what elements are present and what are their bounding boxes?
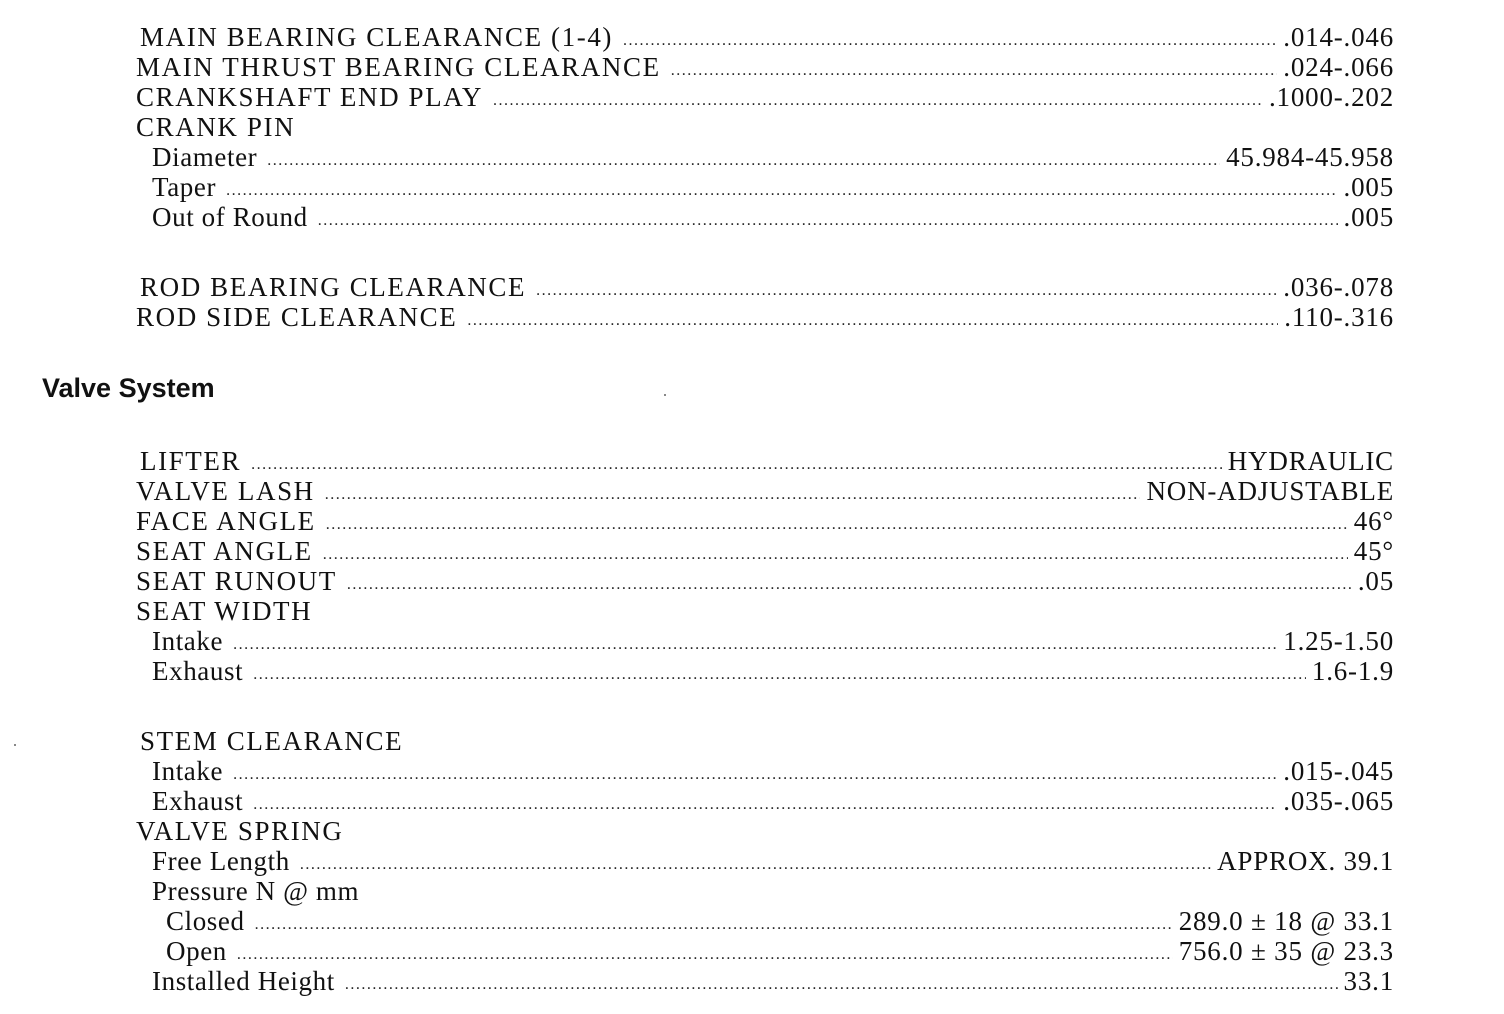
spec-row-seat-width-intake	[152, 626, 1394, 656]
spec-row-lifter	[140, 446, 1394, 476]
spec-label: CRANKSHAFT END PLAY	[136, 82, 483, 112]
spec-value: .035-.065	[1283, 786, 1394, 816]
spec-row-stem-clearance-exhaust	[152, 786, 1394, 816]
dot-leader	[345, 970, 1338, 1000]
spec-value: .014-.046	[1283, 22, 1394, 52]
scan-speck	[664, 394, 666, 396]
spec-group-label: CRANK PIN	[136, 112, 296, 142]
spec-row-seat-width-exhaust	[152, 656, 1394, 686]
spec-value: 289.0 ± 18 @ 33.1	[1178, 906, 1394, 936]
spec-row-crank-pin-taper	[152, 172, 1394, 202]
spec-group-stem-clearance	[140, 726, 1394, 756]
spec-label: LIFTER	[140, 446, 242, 476]
spec-value: 46°	[1353, 506, 1394, 536]
spec-row-valve-spring-free-length	[152, 846, 1394, 876]
spec-value: .1000-.202	[1269, 82, 1394, 112]
spec-label: Intake	[152, 756, 224, 786]
spec-value: 45.984-45.958	[1226, 142, 1394, 172]
spec-group-valve-spring	[136, 816, 1394, 846]
spec-row-stem-clearance-intake	[152, 756, 1394, 786]
spec-group-label: VALVE SPRING	[136, 816, 344, 846]
spec-group-label: Pressure N @ mm	[152, 876, 360, 906]
spec-row-pressure-open	[166, 936, 1394, 966]
spec-label: Out of Round	[152, 202, 308, 232]
spec-label: Open	[166, 936, 227, 966]
spec-row-crankshaft-end-play	[136, 82, 1394, 112]
spec-row-pressure-closed	[166, 906, 1394, 936]
spec-label: VALVE LASH	[136, 476, 315, 506]
spec-label: MAIN THRUST BEARING CLEARANCE	[136, 52, 661, 82]
spec-row-rod-side-clearance	[136, 302, 1394, 332]
spec-label: Taper	[152, 172, 217, 202]
spec-value: .110-.316	[1284, 302, 1394, 332]
spec-row-valve-lash	[136, 476, 1394, 506]
spec-value: 33.1	[1343, 966, 1394, 996]
spec-group-crank-pin	[136, 112, 1394, 142]
spec-value: 756.0 ± 35 @ 23.3	[1178, 936, 1394, 966]
spec-label: MAIN BEARING CLEARANCE (1-4)	[140, 22, 614, 52]
spec-value: .005	[1343, 172, 1394, 202]
spec-label: FACE ANGLE	[136, 506, 316, 536]
spec-value: 1.6-1.9	[1311, 656, 1394, 686]
spec-value: 45°	[1353, 536, 1394, 566]
spec-value: .005	[1343, 202, 1394, 232]
spec-value: .024-.066	[1283, 52, 1394, 82]
spec-label: Exhaust	[152, 786, 244, 816]
spec-group-seat-width	[136, 596, 1394, 626]
spec-label: ROD BEARING CLEARANCE	[140, 272, 527, 302]
spec-label: Free Length	[152, 846, 290, 876]
spec-label: SEAT RUNOUT	[136, 566, 337, 596]
spec-value: .015-.045	[1283, 756, 1394, 786]
spec-label: Installed Height	[152, 966, 335, 996]
spec-group-label: STEM CLEARANCE	[140, 726, 404, 756]
spec-row-seat-runout	[136, 566, 1394, 596]
spec-label: Exhaust	[152, 656, 244, 686]
spec-value: HYDRAULIC	[1227, 446, 1394, 476]
spec-label: Closed	[166, 906, 245, 936]
spec-row-crank-pin-out-of-round	[152, 202, 1394, 232]
spec-group-pressure	[152, 876, 1394, 906]
spec-row-face-angle	[136, 506, 1394, 536]
spec-label: Intake	[152, 626, 224, 656]
spec-row-rod-bearing-clearance	[140, 272, 1394, 302]
spec-label: ROD SIDE CLEARANCE	[136, 302, 458, 332]
dot-leader	[467, 306, 1278, 336]
spec-row-main-thrust-bearing-clearance	[136, 52, 1394, 82]
spec-value: .05	[1357, 566, 1394, 596]
spec-row-seat-angle	[136, 536, 1394, 566]
spec-label: SEAT ANGLE	[136, 536, 313, 566]
spec-value: .036-.078	[1283, 272, 1394, 302]
section-heading-valve-system: Valve System	[42, 373, 215, 403]
spec-label: Diameter	[152, 142, 258, 172]
dot-leader	[253, 660, 1306, 690]
spec-row-main-bearing-clearance	[140, 22, 1394, 52]
dot-leader	[318, 206, 1338, 236]
spec-row-installed-height	[152, 966, 1394, 996]
spec-value: NON-ADJUSTABLE	[1146, 476, 1394, 506]
scan-speck	[14, 744, 16, 746]
spec-value: 1.25-1.50	[1283, 626, 1394, 656]
spec-value: APPROX. 39.1	[1217, 846, 1394, 876]
spec-row-crank-pin-diameter	[152, 142, 1394, 172]
spec-group-label: SEAT WIDTH	[136, 596, 313, 626]
